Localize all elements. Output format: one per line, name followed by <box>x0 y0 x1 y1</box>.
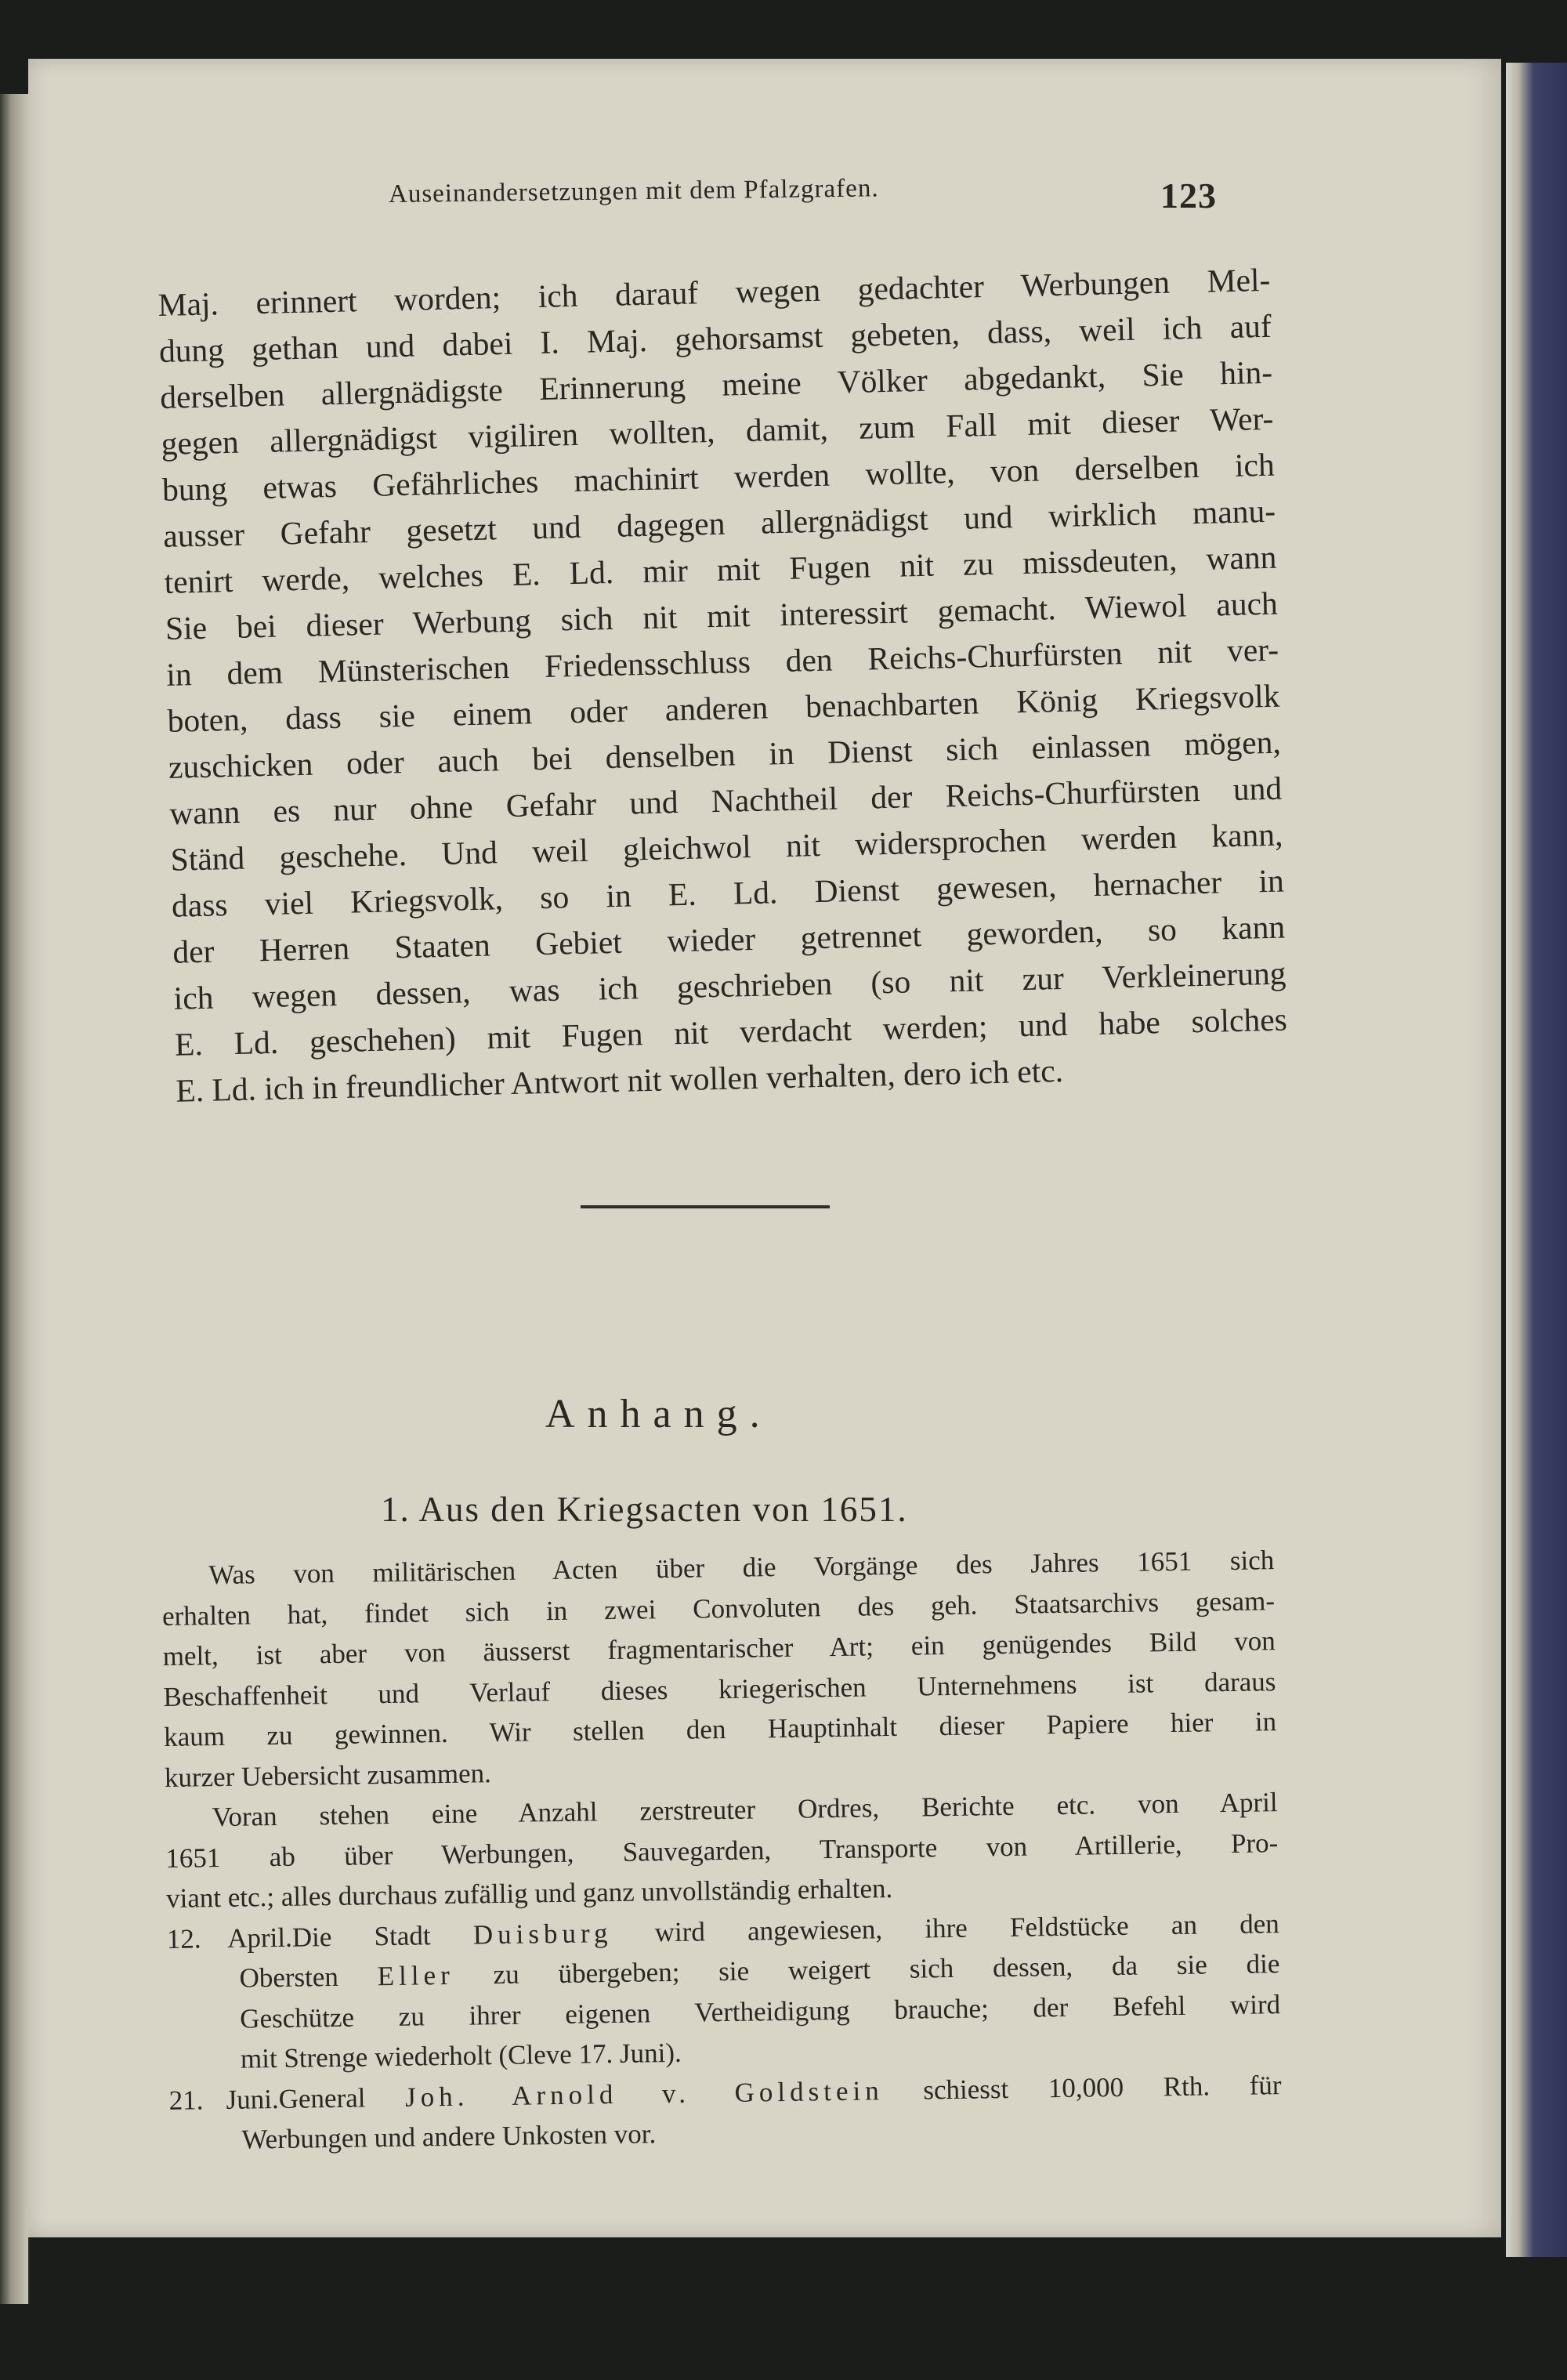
text-line: derselben allergnädigste Erinnerung meine Völker abgedankt, Sie hin- <box>159 353 1273 415</box>
text-line: Ständ geschehe. Und weil gleichwol nit widersprochen werden kann, <box>170 816 1283 878</box>
book-page <box>28 59 1501 2237</box>
left-page-edge <box>0 94 30 2304</box>
paragraph-line: Was von militärischen Acten über die Vorgänge des Jahres 1651 sich <box>208 1545 1275 1591</box>
paragraph-line: 1651 ab über Werbungen, Sauvegarden, Transporte von Artillerie, Pro- <box>165 1827 1279 1874</box>
entry-date: 21. Juni. <box>168 2083 279 2116</box>
text-line: E. Ld. geschehen) mit Fugen nit verdacht werden; und habe solches <box>174 1001 1288 1063</box>
text-line: gegen allergnädigst vigiliren wollten, damit, zum Fall mit dieser Wer- <box>161 400 1274 462</box>
paragraph-line: kurzer Uebersicht zusammen. <box>164 1757 492 1793</box>
entry-text: Obersten <box>239 1961 378 1994</box>
entry-name: Joh. Arnold v. Goldstein <box>404 2074 884 2113</box>
appendix-subheading: 1. Aus den Kriegsacten von 1651. <box>381 1490 908 1529</box>
entry-name: Eller <box>377 1959 455 1992</box>
entry-date: 12. April. <box>166 1922 293 1954</box>
text-line: Maj. erinnert worden; ich darauf wegen gedachter Werbungen Mel- <box>157 261 1271 323</box>
paragraph-line: kaum zu gewinnen. Wir stellen den Hauptinhalt dieser Papiere hier in <box>163 1706 1277 1752</box>
entry-text: Die Stadt <box>291 1918 474 1953</box>
text-line: Sie bei dieser Werbung sich nit mit interessirt gemacht. Wiewol auch <box>165 585 1279 647</box>
paragraph-line: viant etc.; alles durchaus zufällig und ganz unvollständig erhalten. <box>165 1873 893 1914</box>
entry-text: General <box>278 2081 406 2114</box>
text-line: tenirt werde, welches E. Ld. mir mit Fugen nit zu missdeuten, wann <box>164 538 1277 600</box>
book-cover-edge <box>1506 63 1567 2257</box>
entry-text: wird angewiesen, ihre Feldstücke an den <box>612 1907 1279 1948</box>
text-line: bung etwas Gefährliches machinirt werden wollte, von derselben ich <box>161 446 1276 508</box>
text-line: ich wegen dessen, was ich geschrieben (so nit zur Verkleinerung <box>173 955 1287 1016</box>
appendix-body <box>161 1540 1283 2161</box>
text-line: dung gethan und dabei I. Maj. gehorsamst gebeten, dass, weil ich auf <box>158 307 1272 369</box>
text-line: zuschicken oder auch bei denselben in Dienst sich einlassen mögen, <box>168 723 1282 785</box>
paragraph-line: erhalten hat, findet sich in zwei Convoluten des geh. Staatsarchivs gesam- <box>161 1585 1276 1632</box>
text-line: in dem Münsterischen Friedensschluss den Reichs-Churfürsten nit ver- <box>165 631 1279 693</box>
text-line: wann es nur ohne Gefahr und Nachtheil der Reichs-Churfürsten und <box>168 770 1283 831</box>
text-line: E. Ld. ich in freundlicher Antwort nit wollen verhalten, dero ich etc. <box>175 1052 1064 1109</box>
paragraph-line: Beschaffenheit und Verlauf dieses kriegerischen Unternehmens ist daraus <box>163 1665 1276 1712</box>
entry-text: zu übergeben; sie weigert sich dessen, da sie die <box>454 1948 1280 1991</box>
section-divider <box>581 1205 830 1208</box>
appendix-heading: Anhang. <box>545 1392 773 1436</box>
entry-name: Duisburg <box>472 1917 613 1950</box>
chronology-entry-line: Geschütze zu ihrer eigenen Vertheidigung brauche; der Befehl wird <box>239 1988 1281 2034</box>
text-line: dass viel Kriegsvolk, so in E. Ld. Dienst gewesen, hernacher in <box>171 862 1285 924</box>
text-line: der Herren Staaten Gebiet wieder getrennet geworden, so kann <box>172 908 1286 970</box>
entry-text: schiesst 10,000 Rth. für <box>883 2069 1282 2106</box>
chronology-entry-line: mit Strenge wiederholt (Cleve 17. Juni). <box>240 2037 682 2074</box>
text-line: boten, dass sie einem oder anderen benachbarten König Kriegsvolk <box>167 677 1280 739</box>
running-header: Auseinandersetzungen mit dem Pfalzgrafen. <box>388 174 879 208</box>
paragraph-line: melt, ist aber von äusserst fragmentarischer Art; ein genügendes Bild von <box>162 1625 1276 1672</box>
paragraph-line: Voran stehen eine Anzahl zerstreuter Ordres, Berichte etc. von April <box>212 1787 1278 1833</box>
text-line: ausser Gefahr gesetzt und dagegen allergnädigst und wirklich manu- <box>162 492 1276 554</box>
chronology-entry-line: Werbungen und andere Unkosten vor. <box>241 2118 657 2155</box>
page-number: 123 <box>1160 176 1217 216</box>
letter-body <box>157 257 1289 1114</box>
